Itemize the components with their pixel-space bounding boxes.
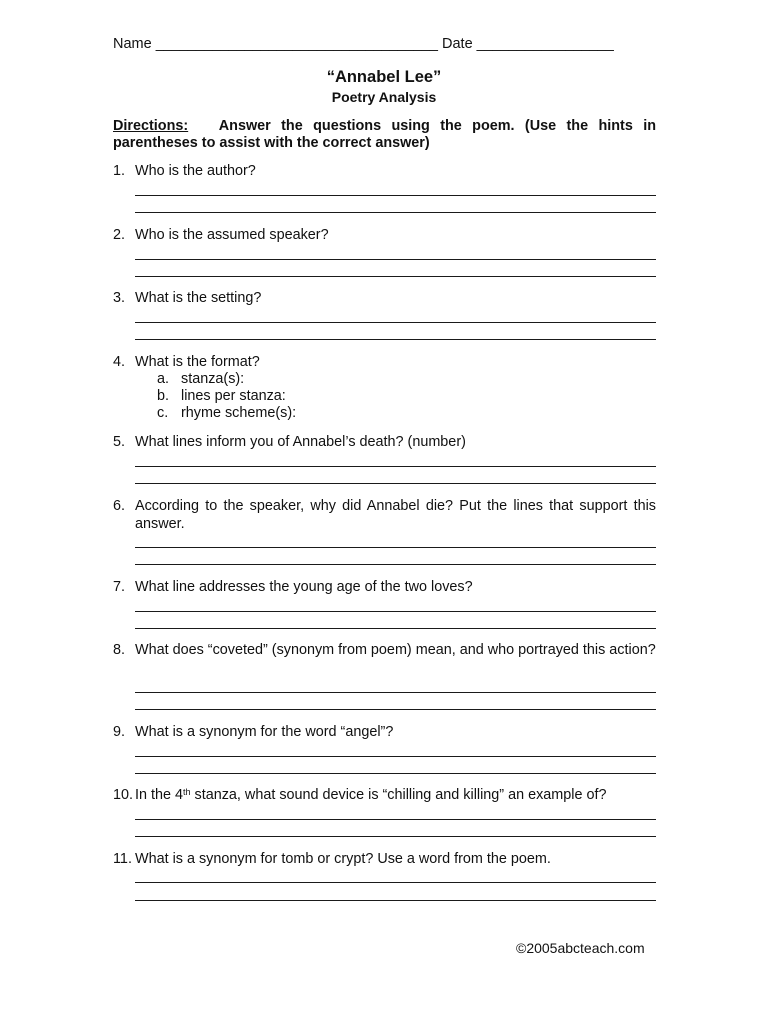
- answer-line[interactable]: [135, 882, 656, 883]
- answer-line[interactable]: [135, 212, 656, 213]
- question-text: What is the setting?: [135, 290, 262, 306]
- answer-line[interactable]: [135, 709, 656, 710]
- question-text: What does “coveted” (synonym from poem) mean, and who portrayed this action?: [135, 642, 656, 658]
- directions-label: Directions:: [113, 118, 189, 134]
- question-1: [113, 163, 656, 181]
- ordinal-superscript: th: [183, 787, 191, 797]
- question-number: 3.: [113, 290, 126, 306]
- question-9: [113, 724, 656, 742]
- copyright-footer: ©2005abcteach.com: [516, 940, 645, 956]
- question-number: 7.: [113, 579, 126, 595]
- answer-line[interactable]: [135, 547, 656, 548]
- answer-line[interactable]: [135, 900, 656, 901]
- question-text: [135, 787, 656, 805]
- answer-line[interactable]: [135, 756, 656, 757]
- name-blank[interactable]: ___________________________________: [155, 36, 438, 52]
- answer-line[interactable]: [135, 339, 656, 340]
- question-text: Who is the assumed speaker?: [135, 227, 329, 243]
- question-8: [113, 642, 656, 660]
- question-text: What is the format?: [135, 354, 260, 370]
- question-5: [113, 434, 656, 452]
- sublist-text: lines per stanza:: [181, 388, 286, 404]
- question-text: What is a synonym for the word “angel”?: [135, 724, 394, 740]
- question-number: 8.: [113, 642, 126, 658]
- answer-line[interactable]: [135, 259, 656, 260]
- date-label: Date: [442, 36, 473, 52]
- answer-line[interactable]: [135, 819, 656, 820]
- question-text: What line addresses the young age of the two loves?: [135, 579, 473, 595]
- question-7: [113, 579, 656, 597]
- answer-line[interactable]: [135, 773, 656, 774]
- sublist-text: rhyme scheme(s):: [181, 405, 297, 421]
- worksheet-title: “Annabel Lee”: [326, 68, 442, 86]
- directions-text: Answer the questions using the poem. (Use the hints in parentheses to assist with the correct answer): [113, 118, 656, 151]
- sublist-letter: c.: [157, 405, 169, 421]
- name-label: Name: [113, 36, 152, 52]
- question-text-end: stanza, what sound device is “chilling and killing” an example of?: [190, 787, 607, 803]
- question-number: 9.: [113, 724, 126, 740]
- answer-line[interactable]: [135, 195, 656, 196]
- question-text: What is a synonym for tomb or crypt? Use a word from the poem.: [135, 851, 551, 867]
- sublist-letter: a.: [157, 371, 170, 387]
- answer-line[interactable]: [135, 628, 656, 629]
- answer-line[interactable]: [135, 836, 656, 837]
- sublist-letter: b.: [157, 388, 170, 404]
- question-text-start: In the 4: [135, 787, 184, 803]
- answer-line[interactable]: [135, 483, 656, 484]
- question-number: 5.: [113, 434, 126, 450]
- question-4: [113, 354, 656, 372]
- sublist-text: stanza(s):: [181, 371, 245, 387]
- question-number: 1.: [113, 163, 126, 179]
- question-6: [113, 498, 656, 533]
- answer-line[interactable]: [135, 466, 656, 467]
- name-date-header: [113, 36, 658, 52]
- question-text: Who is the author?: [135, 163, 256, 179]
- question-number: 10.: [113, 787, 134, 803]
- question-text: What lines inform you of Annabel’s death? (number): [135, 434, 466, 450]
- question-number: 11.: [113, 851, 132, 867]
- question-3: [113, 290, 656, 308]
- question-10: [113, 787, 656, 805]
- question-2: [113, 227, 656, 245]
- answer-line[interactable]: [135, 276, 656, 277]
- answer-line[interactable]: [135, 322, 656, 323]
- question-number: 6.: [113, 498, 126, 514]
- answer-line[interactable]: [135, 564, 656, 565]
- answer-line[interactable]: [135, 692, 656, 693]
- answer-line[interactable]: [135, 611, 656, 612]
- question-text: According to the speaker, why did Annabel die? Put the lines that support this answer.: [135, 498, 656, 532]
- date-blank[interactable]: _________________: [476, 36, 614, 52]
- question-number: 4.: [113, 354, 126, 370]
- question-number: 2.: [113, 227, 126, 243]
- directions: [113, 118, 656, 152]
- question-11: [113, 851, 656, 869]
- worksheet-subtitle: Poetry Analysis: [331, 89, 437, 105]
